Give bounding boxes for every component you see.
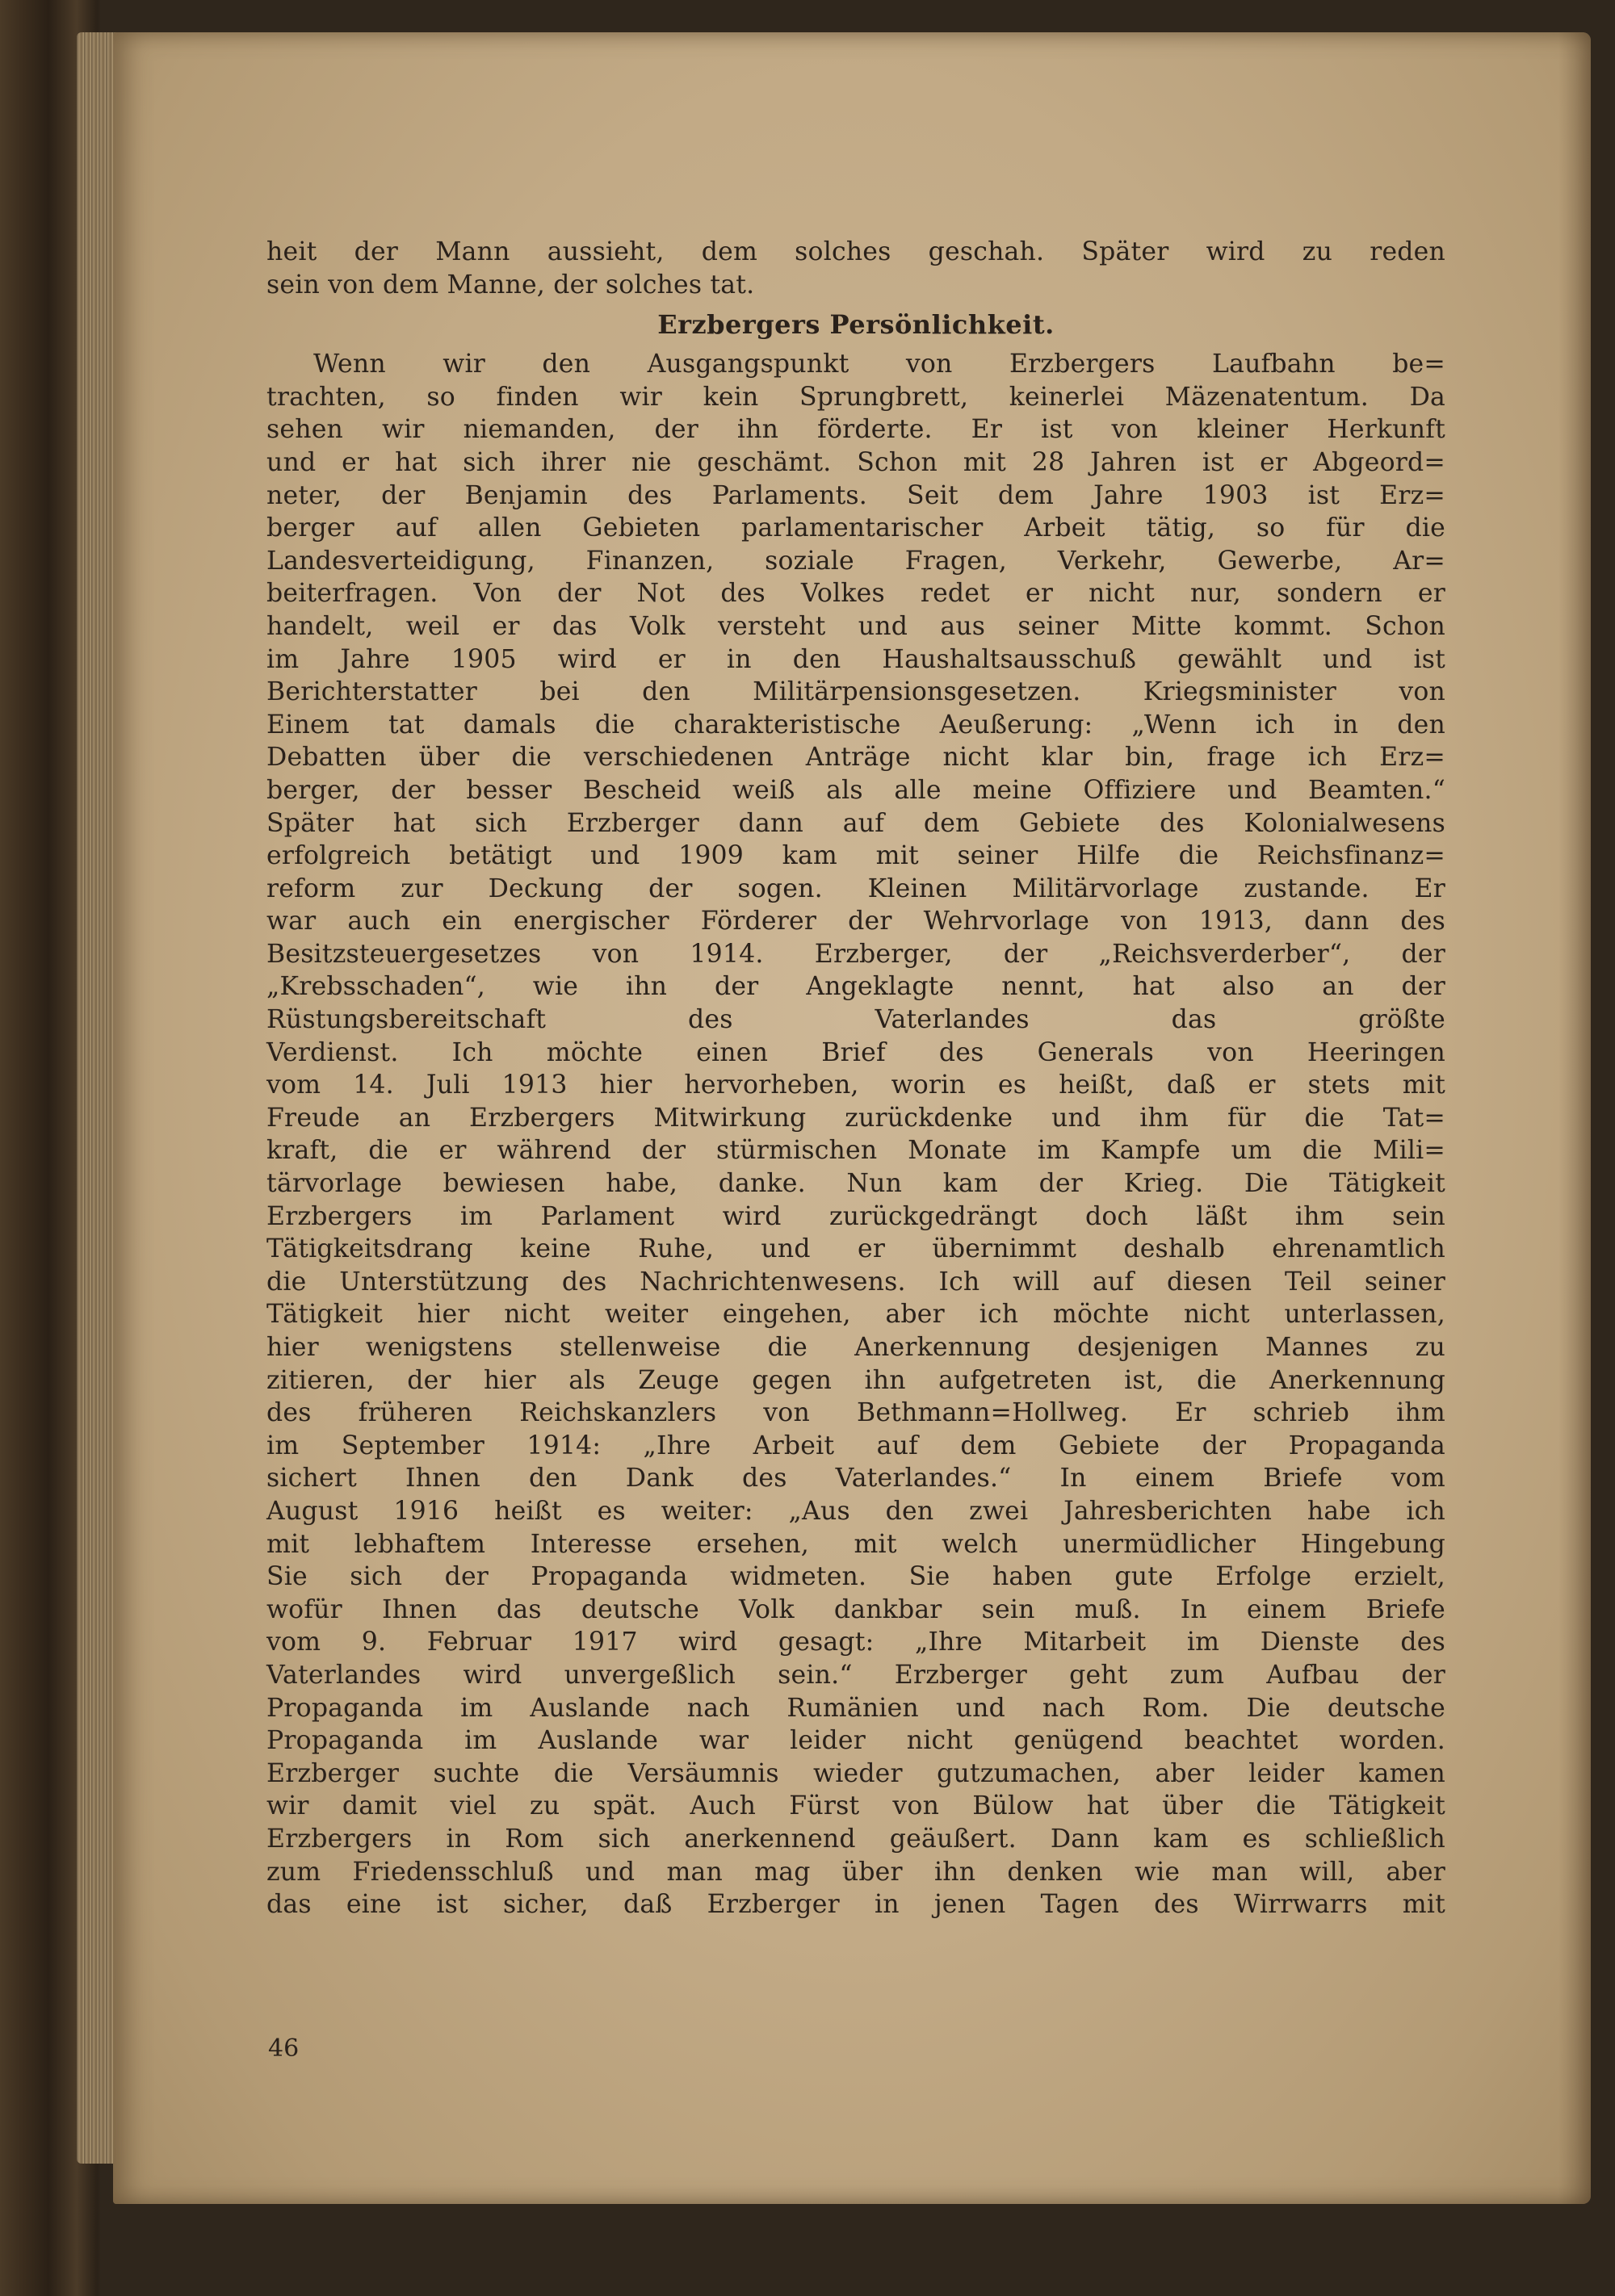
text-line: sichert Ihnen den Dank des Vaterlandes.“ In einem Briefe vom	[266, 1464, 1445, 1494]
text-line: trachten, so finden wir kein Sprungbrett, keinerlei Mäzenatentum. Da	[266, 382, 1445, 412]
body-paragraph	[266, 348, 1445, 1921]
text-line: im Jahre 1905 wird er in den Haushaltsausschuß gewählt und ist	[266, 644, 1445, 674]
text-line: Tätigkeitsdrang keine Ruhe, und er übernimmt deshalb ehrenamtlich	[266, 1234, 1445, 1264]
text-line: Debatten über die verschiedenen Anträge nicht klar bin, frage ich Erz=	[266, 743, 1445, 773]
text-line: Rüstungsbereitschaft des Vaterlandes das größte	[266, 1005, 1445, 1035]
spine-shadow	[1558, 32, 1591, 2204]
text-line: Sie sich der Propaganda widmeten. Sie haben gute Erfolge erzielt,	[266, 1562, 1445, 1592]
text-line: das eine ist sicher, daß Erzberger in jenen Tagen des Wirrwarrs mit	[266, 1890, 1445, 1920]
text-line: kraft, die er während der stürmischen Monate im Kampfe um die Mili=	[266, 1136, 1445, 1166]
text-line: Vaterlandes wird unvergeßlich sein.“ Erzberger geht zum Aufbau der	[266, 1660, 1445, 1690]
text-line: Später hat sich Erzberger dann auf dem Gebiete des Kolonialwesens	[266, 808, 1445, 838]
text-line: Berichterstatter bei den Militärpensionsgesetzen. Kriegsminister von	[266, 677, 1445, 707]
text-line: mit lebhaftem Interesse ersehen, mit welch unermüdlicher Hingebung	[266, 1529, 1445, 1559]
text-line: Erzberger suchte die Versäumnis wieder gutzumachen, aber leider kamen	[266, 1758, 1445, 1788]
text-line: Landesverteidigung, Finanzen, soziale Fragen, Verkehr, Gewerbe, Ar=	[266, 546, 1445, 576]
text-line: neter, der Benjamin des Parlaments. Seit dem Jahre 1903 ist Erz=	[266, 480, 1445, 510]
text-line: beiterfragen. Von der Not des Volkes redet er nicht nur, sondern er	[266, 579, 1445, 609]
text-line: „Krebsschaden“, wie ihn der Angeklagte nennt, hat also an der	[266, 972, 1445, 1002]
text-block	[266, 236, 1445, 1921]
text-line: wofür Ihnen das deutsche Volk dankbar sein muß. In einem Briefe	[266, 1594, 1445, 1624]
text-line: sein von dem Manne, der solches tat.	[266, 270, 755, 300]
text-line: Tätigkeit hier nicht weiter eingehen, aber ich möchte nicht unterlassen,	[266, 1300, 1445, 1330]
text-line: wir damit viel zu spät. Auch Fürst von Bülow hat über die Tätigkeit	[266, 1791, 1445, 1821]
text-line: war auch ein energischer Förderer der Wehrvorlage von 1913, dann des	[266, 907, 1445, 936]
text-line: hier wenigstens stellenweise die Anerkennung desjenigen Mannes zu	[266, 1333, 1445, 1362]
text-line: handelt, weil er das Volk versteht und aus seiner Mitte kommt. Schon	[266, 611, 1445, 641]
text-line: Propaganda im Auslande nach Rumänien und nach Rom. Die deutsche	[266, 1693, 1445, 1723]
text-line: Erzbergers in Rom sich anerkennend geäußert. Dann kam es schließlich	[266, 1824, 1445, 1854]
text-line: Erzbergers im Parlament wird zurückgedrängt doch läßt ihm sein	[266, 1201, 1445, 1231]
text-line: vom 9. Februar 1917 wird gesagt: „Ihre Mitarbeit im Dienste des	[266, 1628, 1445, 1657]
text-line: zitieren, der hier als Zeuge gegen ihn aufgetreten ist, die Anerkennung	[266, 1365, 1445, 1395]
text-line: berger, der besser Bescheid weiß als alle meine Offiziere und Beamten.“	[266, 775, 1445, 805]
text-line: August 1916 heißt es weiter: „Aus den zwei Jahresberichten habe ich	[266, 1496, 1445, 1526]
text-line: sehen wir niemanden, der ihn förderte. Er ist von kleiner Herkunft	[266, 415, 1445, 445]
text-line: vom 14. Juli 1913 hier hervorheben, worin es heißt, daß er stets mit	[266, 1070, 1445, 1100]
text-line: Einem tat damals die charakteristische Aeußerung: „Wenn ich in den	[266, 710, 1445, 739]
text-line: erfolgreich betätigt und 1909 kam mit seiner Hilfe die Reichsfinanz=	[266, 841, 1445, 871]
section-heading: Erzbergers Persönlichkeit.	[657, 309, 1055, 341]
text-line: im September 1914: „Ihre Arbeit auf dem Gebiete der Propaganda	[266, 1431, 1445, 1460]
text-line: Besitzsteuergesetzes von 1914. Erzberger, der „Reichsverderber“, der	[266, 939, 1445, 969]
text-line: des früheren Reichskanzlers von Bethmann=Hollweg. Er schrieb ihm	[266, 1398, 1445, 1428]
text-line: Wenn wir den Ausgangspunkt von Erzbergers Laufbahn be=	[313, 350, 1445, 379]
text-line: reform zur Deckung der sogen. Kleinen Militärvorlage zustande. Er	[266, 874, 1445, 903]
text-line: die Unterstützung des Nachrichtenwesens. Ich will auf diesen Teil seiner	[266, 1267, 1445, 1297]
text-line: tärvorlage bewiesen habe, danke. Nun kam der Krieg. Die Tätigkeit	[266, 1169, 1445, 1199]
text-line: und er hat sich ihrer nie geschämt. Schon mit 28 Jahren ist er Abgeord=	[266, 447, 1445, 477]
text-line: heit der Mann aussieht, dem solches geschah. Später wird zu reden	[266, 237, 1445, 266]
text-line: berger auf allen Gebieten parlamentarischer Arbeit tätig, so für die	[266, 513, 1445, 543]
page-number: 46	[268, 2034, 300, 2063]
text-line: Propaganda im Auslande war leider nicht genügend beachtet worden.	[266, 1726, 1445, 1756]
text-line: zum Friedensschluß und man mag über ihn denken wie man will, aber	[266, 1857, 1445, 1887]
text-line: Verdienst. Ich möchte einen Brief des Generals von Heeringen	[266, 1037, 1445, 1067]
text-line: Freude an Erzbergers Mitwirkung zurückdenke und ihm für die Tat=	[266, 1103, 1445, 1133]
